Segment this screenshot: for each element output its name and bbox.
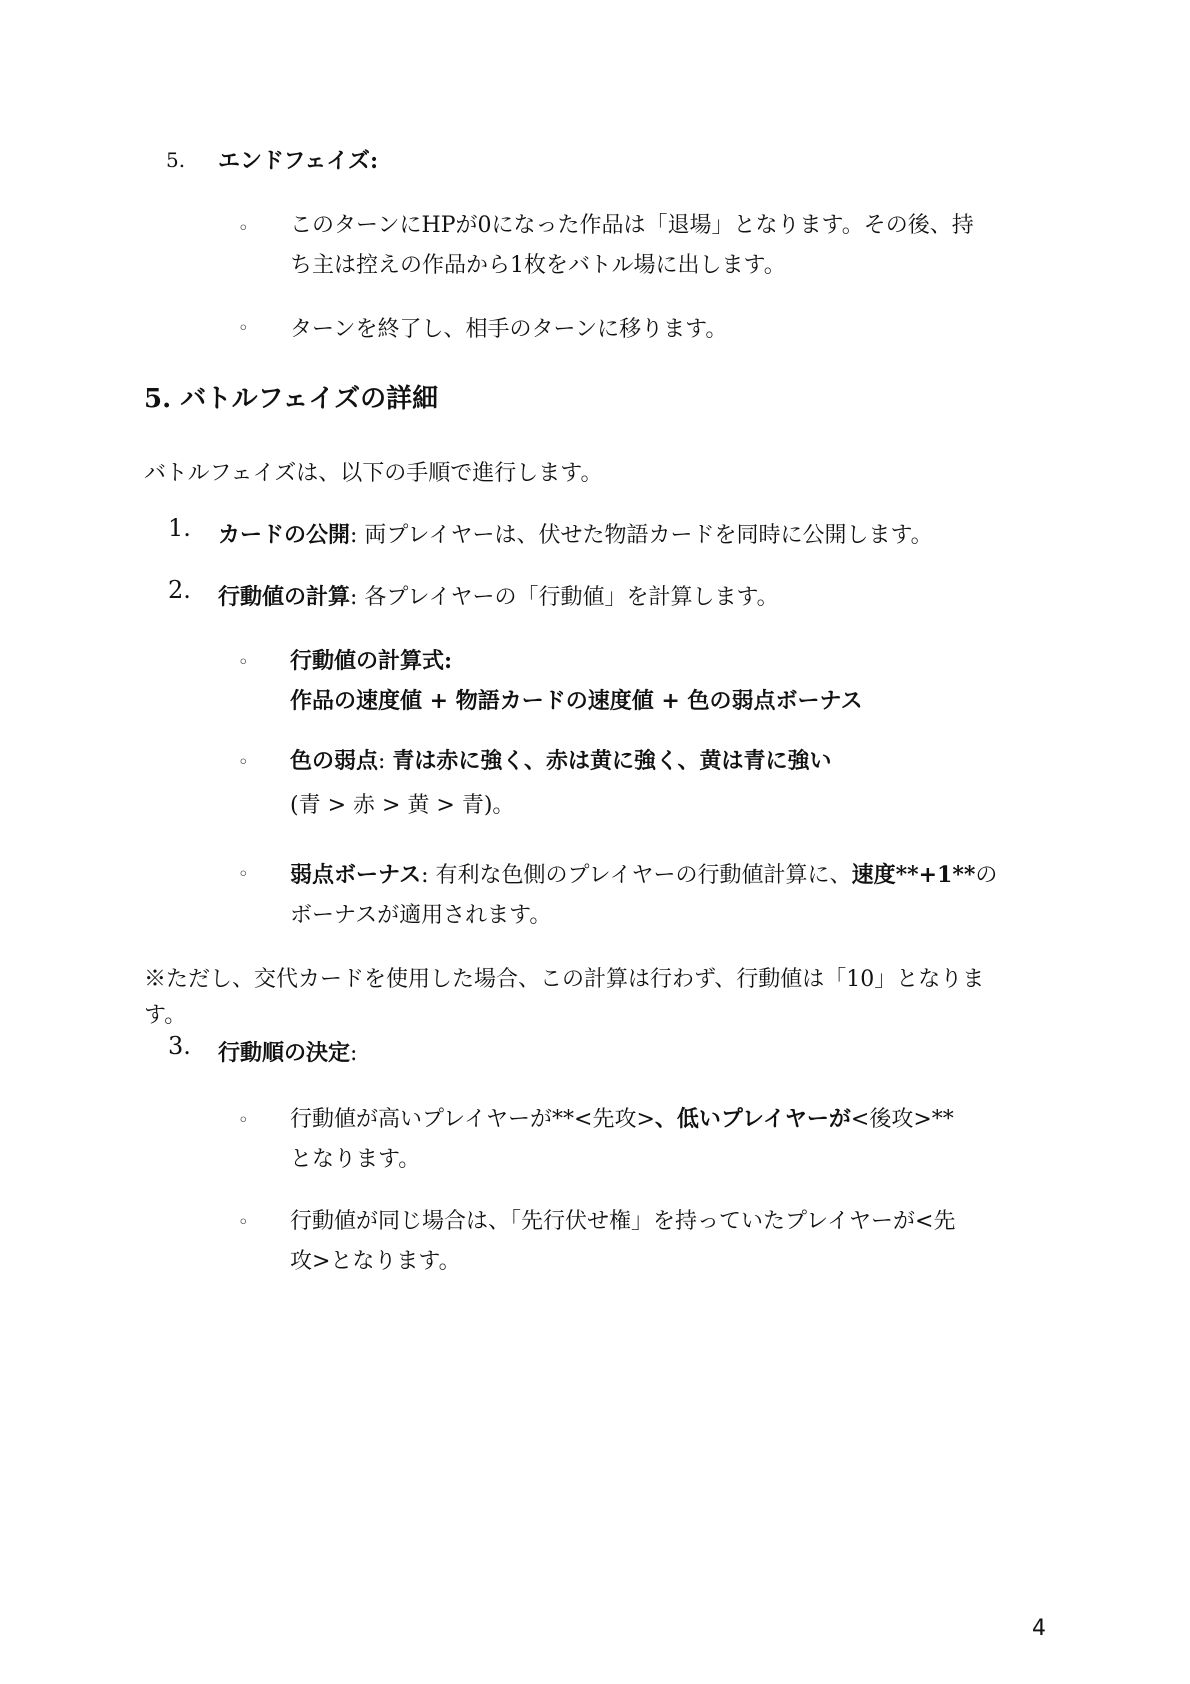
- list-number-1: 1.: [168, 514, 191, 542]
- step3-label: 行動順の決定: [218, 1040, 351, 1066]
- weakness-bonus-label: 弱点ボーナス: [290, 862, 422, 888]
- step3-text: 行動順の決定:: [218, 1040, 358, 1066]
- list-number-3: 3.: [168, 1032, 191, 1060]
- step1-body: : 両プレイヤーは、伏せた物語カードを同時に公開します。: [350, 523, 933, 548]
- bullet-icon: ◦: [238, 218, 249, 239]
- color-weakness-line2: (青 > 赤 > 黄 > 青)。: [290, 793, 515, 818]
- bullet-icon: ◦: [238, 652, 249, 673]
- formula-text: 作品の速度値 + 物語カードの速度値 + 色の弱点ボーナス: [290, 688, 863, 714]
- bullet-icon: ◦: [238, 864, 249, 885]
- formula-label: 行動値の計算式:: [290, 648, 453, 674]
- bullet-icon: ◦: [238, 1212, 249, 1233]
- step2-body: : 各プレイヤーの「行動値」を計算します。: [350, 585, 779, 610]
- step2-label: 行動値の計算: [218, 584, 351, 610]
- color-weakness-label: 色の弱点: [290, 748, 379, 774]
- tie-rule-line1: 行動値が同じ場合は、「先行伏せ権」を持っていたプレイヤーが<先: [290, 1209, 956, 1234]
- step2-text: [218, 580, 779, 611]
- color-weakness-line1: 色の弱点: 青は赤に強く、赤は黄に強く、黄は青に強い: [290, 748, 832, 774]
- weakness-bonus-line2: ボーナスが適用されます。: [290, 903, 552, 928]
- section-intro: バトルフェイズは、以下の手順で進行します。: [144, 461, 603, 486]
- bullet-icon: ◦: [238, 752, 249, 773]
- end-phase-title: エンドフェイズ:: [218, 148, 379, 174]
- step1-label: カードの公開: [218, 522, 351, 548]
- turn-order-line1: 行動値が高いプレイヤーが**<先攻>、低いプレイヤーが<後攻>**: [290, 1106, 954, 1132]
- step1-text: [218, 518, 933, 549]
- color-weakness-rule: 青は赤に強く、赤は黄に強く、黄は青に強い: [392, 748, 832, 774]
- note-line1: ※ただし、交代カードを使用した場合、この計算は行わず、行動値は「10」となりま: [144, 967, 985, 992]
- list-number-5: 5.: [166, 148, 186, 172]
- turn-order-line2: となります。: [290, 1147, 421, 1172]
- bullet-icon: ◦: [238, 318, 249, 339]
- bullet-icon: ◦: [238, 1110, 249, 1131]
- page-number: 4: [1032, 1616, 1046, 1641]
- section-heading: 5. バトルフェイズの詳細: [144, 384, 439, 414]
- weakness-bonus-line1: 弱点ボーナス: 有利な色側のプレイヤーの行動値計算に、速度**+1**の: [290, 862, 998, 888]
- list-number-2: 2.: [168, 576, 191, 604]
- end-phase-bullet1-line2: ち主は控えの作品から1枚をバトル場に出します。: [290, 253, 786, 278]
- note-line2: す。: [144, 1003, 187, 1028]
- tie-rule-line2: 攻>となります。: [290, 1249, 461, 1274]
- end-phase-bullet1-line1: このターンにHPが0になった作品は「退場」となります。その後、持: [290, 213, 974, 238]
- end-phase-bullet2: ターンを終了し、相手のターンに移ります。: [290, 317, 728, 342]
